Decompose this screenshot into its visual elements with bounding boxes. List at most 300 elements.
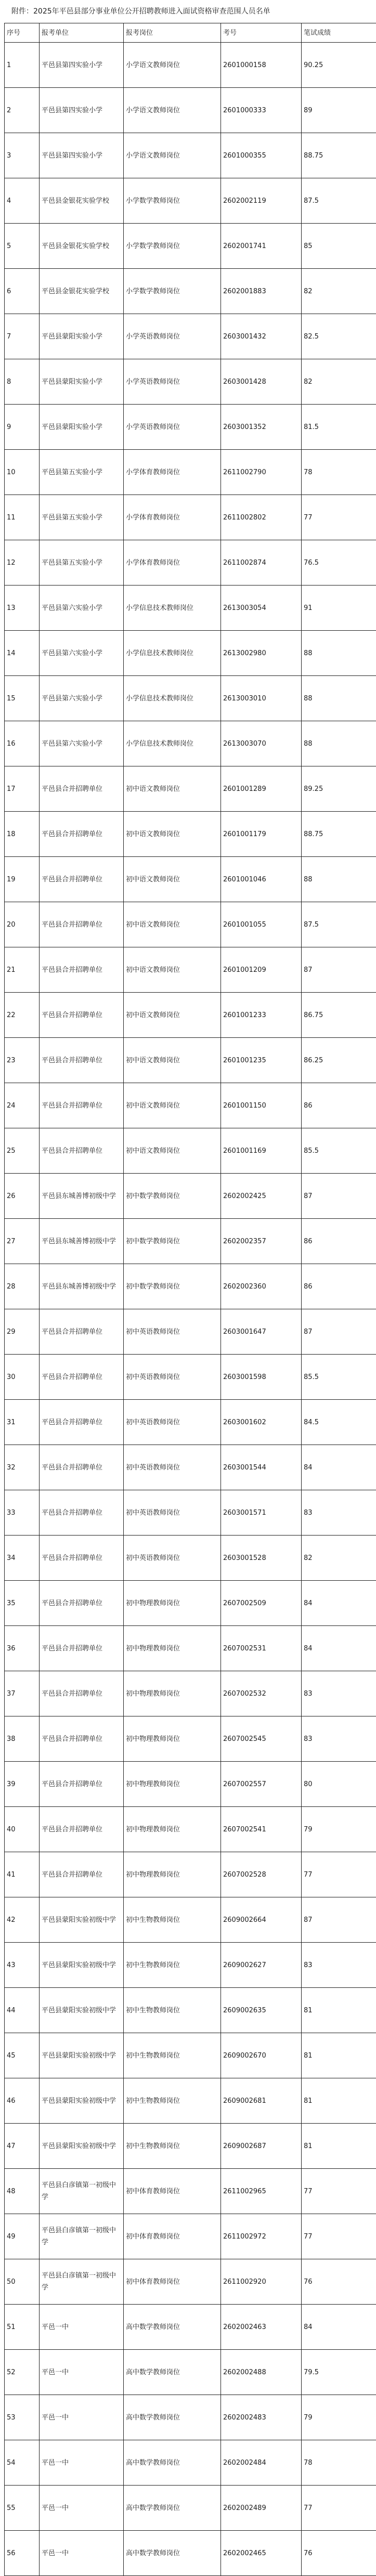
cell-score: 78	[302, 2440, 376, 2486]
cell-no: 15	[5, 676, 40, 721]
cell-score: 76	[302, 2259, 376, 2305]
cell-exam-no: 2601001235	[221, 1038, 302, 1083]
table-row	[5, 405, 376, 450]
cell-exam-no: 2603001352	[221, 405, 302, 450]
cell-exam-no: 2603001544	[221, 1445, 302, 1490]
table-row	[5, 1445, 376, 1490]
cell-score: 87	[302, 1897, 376, 1943]
table-row	[5, 2033, 376, 2078]
cell-score: 81	[302, 2078, 376, 2124]
table-row	[5, 1943, 376, 1988]
cell-exam-no: 2609002635	[221, 1988, 302, 2033]
cell-position: 初中物理教师岗位	[124, 1762, 221, 1807]
cell-no: 24	[5, 1083, 40, 1128]
cell-score: 80	[302, 1762, 376, 1807]
table-row	[5, 1581, 376, 1626]
cell-score: 85	[302, 224, 376, 269]
cell-position: 小学数学教师岗位	[124, 269, 221, 314]
cell-unit: 平邑县合并招聘单位	[40, 1626, 124, 1671]
cell-position: 初中语文教师岗位	[124, 993, 221, 1038]
cell-position: 初中语文教师岗位	[124, 1083, 221, 1128]
cell-score: 84	[302, 1626, 376, 1671]
cell-no: 47	[5, 2124, 40, 2169]
cell-exam-no: 2603001571	[221, 1490, 302, 1536]
cell-unit: 平邑县合并招聘单位	[40, 1490, 124, 1536]
cell-position: 小学信息技术教师岗位	[124, 721, 221, 766]
cell-unit: 平邑县合并招聘单位	[40, 1581, 124, 1626]
cell-position: 高中数学教师岗位	[124, 2531, 221, 2576]
cell-unit: 平邑县合并招聘单位	[40, 993, 124, 1038]
cell-unit: 平邑县合并招聘单位	[40, 1807, 124, 1852]
cell-score: 86.75	[302, 993, 376, 1038]
cell-unit: 平邑县合并招聘单位	[40, 1128, 124, 1174]
cell-unit: 平邑县白彦镇第一初级中学	[40, 2169, 124, 2214]
header-no: 序号	[5, 23, 40, 43]
table-row	[5, 1264, 376, 1309]
cell-position: 初中语文教师岗位	[124, 902, 221, 947]
cell-score: 81	[302, 1988, 376, 2033]
table-row	[5, 2350, 376, 2395]
cell-score: 87	[302, 947, 376, 993]
cell-position: 初中语文教师岗位	[124, 1128, 221, 1174]
table-row	[5, 1807, 376, 1852]
cell-no: 18	[5, 812, 40, 857]
cell-exam-no: 2609002627	[221, 1943, 302, 1988]
cell-position: 初中生物教师岗位	[124, 2124, 221, 2169]
table-row	[5, 1219, 376, 1264]
cell-exam-no: 2607002545	[221, 1716, 302, 1762]
cell-exam-no: 2601001046	[221, 857, 302, 902]
cell-unit: 平邑县第四实验小学	[40, 43, 124, 88]
page-title: 附件：2025年平邑县部分事业单位公开招聘教师进入面试资格审查范围人员名单	[0, 0, 376, 23]
cell-no: 16	[5, 721, 40, 766]
cell-no: 22	[5, 993, 40, 1038]
cell-position: 初中生物教师岗位	[124, 2033, 221, 2078]
cell-score: 82	[302, 359, 376, 405]
cell-position: 高中数学教师岗位	[124, 2440, 221, 2486]
cell-score: 84	[302, 1581, 376, 1626]
cell-score: 84.5	[302, 1400, 376, 1445]
cell-position: 初中物理教师岗位	[124, 1671, 221, 1716]
cell-position: 初中生物教师岗位	[124, 1897, 221, 1943]
table-row	[5, 133, 376, 178]
table-row	[5, 2078, 376, 2124]
cell-unit: 平邑县白彦镇第一初级中学	[40, 2259, 124, 2305]
table-row	[5, 676, 376, 721]
cell-unit: 平邑县东城善博初级中学	[40, 1174, 124, 1219]
cell-unit: 平邑县合并招聘单位	[40, 812, 124, 857]
cell-unit: 平邑一中	[40, 2440, 124, 2486]
cell-score: 77	[302, 1852, 376, 1897]
cell-position: 初中体育教师岗位	[124, 2214, 221, 2259]
cell-no: 40	[5, 1807, 40, 1852]
cell-unit: 平邑县蒙阳实验小学	[40, 359, 124, 405]
table-row	[5, 2259, 376, 2305]
cell-score: 88	[302, 857, 376, 902]
cell-exam-no: 2601000333	[221, 88, 302, 133]
cell-position: 初中生物教师岗位	[124, 1943, 221, 1988]
cell-unit: 平邑一中	[40, 2486, 124, 2531]
cell-exam-no: 2611002790	[221, 450, 302, 495]
cell-position: 高中数学教师岗位	[124, 2395, 221, 2440]
cell-position: 初中英语教师岗位	[124, 1400, 221, 1445]
table-row	[5, 2214, 376, 2259]
cell-no: 17	[5, 766, 40, 812]
table-row	[5, 2531, 376, 2576]
table-row	[5, 1897, 376, 1943]
cell-no: 53	[5, 2395, 40, 2440]
cell-unit: 平邑县合并招聘单位	[40, 1309, 124, 1355]
table-row	[5, 993, 376, 1038]
table-row	[5, 359, 376, 405]
cell-position: 初中英语教师岗位	[124, 1445, 221, 1490]
cell-no: 21	[5, 947, 40, 993]
cell-score: 77	[302, 2486, 376, 2531]
cell-no: 37	[5, 1671, 40, 1716]
cell-unit: 平邑县合并招聘单位	[40, 1355, 124, 1400]
cell-exam-no: 2602001883	[221, 269, 302, 314]
cell-exam-no: 2602002484	[221, 2440, 302, 2486]
table-row	[5, 2486, 376, 2531]
cell-no: 46	[5, 2078, 40, 2124]
cell-unit: 平邑一中	[40, 2350, 124, 2395]
cell-position: 初中物理教师岗位	[124, 1716, 221, 1762]
cell-exam-no: 2611002802	[221, 495, 302, 540]
cell-position: 初中生物教师岗位	[124, 1988, 221, 2033]
table-header-row	[5, 23, 376, 43]
cell-position: 小学信息技术教师岗位	[124, 676, 221, 721]
cell-exam-no: 2602001741	[221, 224, 302, 269]
cell-position: 初中体育教师岗位	[124, 2259, 221, 2305]
table-row	[5, 88, 376, 133]
cell-score: 81.5	[302, 405, 376, 450]
cell-position: 初中物理教师岗位	[124, 1852, 221, 1897]
cell-exam-no: 2602002488	[221, 2350, 302, 2395]
cell-score: 77	[302, 2214, 376, 2259]
cell-no: 6	[5, 269, 40, 314]
cell-position: 高中数学教师岗位	[124, 2486, 221, 2531]
cell-no: 48	[5, 2169, 40, 2214]
cell-score: 77	[302, 495, 376, 540]
cell-unit: 平邑县合并招聘单位	[40, 902, 124, 947]
cell-no: 45	[5, 2033, 40, 2078]
cell-unit: 平邑县合并招聘单位	[40, 857, 124, 902]
table-row	[5, 1355, 376, 1400]
cell-no: 51	[5, 2305, 40, 2350]
table-row	[5, 450, 376, 495]
cell-no: 52	[5, 2350, 40, 2395]
cell-score: 79	[302, 1807, 376, 1852]
cell-exam-no: 2613003010	[221, 676, 302, 721]
cell-score: 78	[302, 450, 376, 495]
cell-no: 25	[5, 1128, 40, 1174]
cell-exam-no: 2603001428	[221, 359, 302, 405]
cell-unit: 平邑县合并招聘单位	[40, 1400, 124, 1445]
cell-no: 50	[5, 2259, 40, 2305]
cell-exam-no: 2601001150	[221, 1083, 302, 1128]
cell-position: 初中数学教师岗位	[124, 1174, 221, 1219]
table-row	[5, 314, 376, 359]
candidate-table	[4, 23, 376, 2576]
table-row	[5, 1626, 376, 1671]
cell-unit: 平邑县合并招聘单位	[40, 1716, 124, 1762]
cell-exam-no: 2602002489	[221, 2486, 302, 2531]
cell-no: 38	[5, 1716, 40, 1762]
cell-position: 小学语文教师岗位	[124, 133, 221, 178]
table-row	[5, 2124, 376, 2169]
cell-score: 82.5	[302, 314, 376, 359]
cell-exam-no: 2601001169	[221, 1128, 302, 1174]
cell-no: 14	[5, 631, 40, 676]
table-row	[5, 495, 376, 540]
cell-position: 初中物理教师岗位	[124, 1581, 221, 1626]
cell-position: 小学数学教师岗位	[124, 224, 221, 269]
cell-position: 小学英语教师岗位	[124, 359, 221, 405]
cell-score: 89.25	[302, 766, 376, 812]
cell-unit: 平邑县第五实验小学	[40, 540, 124, 586]
table-row	[5, 586, 376, 631]
cell-score: 87.5	[302, 902, 376, 947]
cell-exam-no: 2613003070	[221, 721, 302, 766]
cell-no: 35	[5, 1581, 40, 1626]
table-row	[5, 2440, 376, 2486]
cell-unit: 平邑县蒙阳实验初级中学	[40, 2124, 124, 2169]
cell-exam-no: 2601001233	[221, 993, 302, 1038]
cell-unit: 平邑县第五实验小学	[40, 450, 124, 495]
cell-score: 89	[302, 88, 376, 133]
cell-score: 91	[302, 586, 376, 631]
cell-no: 28	[5, 1264, 40, 1309]
table-row	[5, 1174, 376, 1219]
cell-unit: 平邑县合并招聘单位	[40, 1852, 124, 1897]
cell-no: 9	[5, 405, 40, 450]
table-row	[5, 43, 376, 88]
cell-unit: 平邑县蒙阳实验小学	[40, 314, 124, 359]
cell-no: 12	[5, 540, 40, 586]
cell-unit: 平邑县第六实验小学	[40, 631, 124, 676]
cell-score: 84	[302, 1445, 376, 1490]
cell-no: 23	[5, 1038, 40, 1083]
cell-position: 初中英语教师岗位	[124, 1490, 221, 1536]
cell-position: 小学数学教师岗位	[124, 178, 221, 224]
cell-position: 小学语文教师岗位	[124, 43, 221, 88]
cell-position: 初中英语教师岗位	[124, 1536, 221, 1581]
cell-no: 20	[5, 902, 40, 947]
cell-unit: 平邑县合并招聘单位	[40, 947, 124, 993]
cell-exam-no: 2603001432	[221, 314, 302, 359]
table-row	[5, 1490, 376, 1536]
cell-no: 11	[5, 495, 40, 540]
cell-no: 31	[5, 1400, 40, 1445]
cell-position: 初中语文教师岗位	[124, 947, 221, 993]
cell-score: 79	[302, 2395, 376, 2440]
cell-exam-no: 2609002670	[221, 2033, 302, 2078]
cell-unit: 平邑县白彦镇第一初级中学	[40, 2214, 124, 2259]
cell-no: 33	[5, 1490, 40, 1536]
cell-unit: 平邑县合并招聘单位	[40, 1083, 124, 1128]
table-row	[5, 1400, 376, 1445]
table-row	[5, 1038, 376, 1083]
cell-no: 43	[5, 1943, 40, 1988]
cell-score: 85.5	[302, 1355, 376, 1400]
cell-no: 4	[5, 178, 40, 224]
cell-exam-no: 2611002874	[221, 540, 302, 586]
table-row	[5, 857, 376, 902]
header-exam-no: 考号	[221, 23, 302, 43]
table-row	[5, 1083, 376, 1128]
cell-position: 初中英语教师岗位	[124, 1309, 221, 1355]
cell-position: 高中数学教师岗位	[124, 2350, 221, 2395]
cell-unit: 平邑一中	[40, 2531, 124, 2576]
cell-no: 8	[5, 359, 40, 405]
table-row	[5, 2169, 376, 2214]
cell-no: 2	[5, 88, 40, 133]
cell-unit: 平邑县蒙阳实验初级中学	[40, 2033, 124, 2078]
cell-exam-no: 2613003054	[221, 586, 302, 631]
cell-unit: 平邑县金银花实验学校	[40, 269, 124, 314]
cell-no: 49	[5, 2214, 40, 2259]
table-row	[5, 631, 376, 676]
cell-score: 85.5	[302, 1128, 376, 1174]
table-row	[5, 1988, 376, 2033]
cell-score: 82	[302, 269, 376, 314]
cell-exam-no: 2607002509	[221, 1581, 302, 1626]
cell-unit: 平邑县合并招聘单位	[40, 1038, 124, 1083]
cell-no: 54	[5, 2440, 40, 2486]
cell-score: 83	[302, 1671, 376, 1716]
cell-exam-no: 2609002687	[221, 2124, 302, 2169]
cell-score: 86	[302, 1083, 376, 1128]
cell-exam-no: 2613002980	[221, 631, 302, 676]
cell-score: 88	[302, 721, 376, 766]
cell-unit: 平邑县金银花实验学校	[40, 178, 124, 224]
cell-no: 3	[5, 133, 40, 178]
header-score: 笔试成绩	[302, 23, 376, 43]
table-row	[5, 766, 376, 812]
cell-position: 高中数学教师岗位	[124, 2305, 221, 2350]
cell-score: 82	[302, 1536, 376, 1581]
cell-no: 13	[5, 586, 40, 631]
cell-exam-no: 2603001647	[221, 1309, 302, 1355]
table-row	[5, 540, 376, 586]
cell-exam-no: 2603001602	[221, 1400, 302, 1445]
cell-unit: 平邑县蒙阳实验小学	[40, 405, 124, 450]
cell-exam-no: 2609002681	[221, 2078, 302, 2124]
cell-unit: 平邑县蒙阳实验初级中学	[40, 2078, 124, 2124]
table-row	[5, 947, 376, 993]
cell-score: 83	[302, 1716, 376, 1762]
cell-exam-no: 2602002357	[221, 1219, 302, 1264]
cell-score: 77	[302, 2169, 376, 2214]
cell-position: 小学信息技术教师岗位	[124, 586, 221, 631]
cell-exam-no: 2603001598	[221, 1355, 302, 1400]
cell-no: 26	[5, 1174, 40, 1219]
cell-score: 88	[302, 676, 376, 721]
cell-position: 初中语文教师岗位	[124, 1038, 221, 1083]
cell-position: 初中语文教师岗位	[124, 812, 221, 857]
cell-exam-no: 2602002463	[221, 2305, 302, 2350]
cell-position: 初中数学教师岗位	[124, 1264, 221, 1309]
cell-score: 86	[302, 1219, 376, 1264]
cell-unit: 平邑一中	[40, 2395, 124, 2440]
cell-no: 1	[5, 43, 40, 88]
table-row	[5, 269, 376, 314]
table-row	[5, 1128, 376, 1174]
table-row	[5, 1716, 376, 1762]
cell-exam-no: 2607002531	[221, 1626, 302, 1671]
header-position: 报考岗位	[124, 23, 221, 43]
cell-exam-no: 2602002465	[221, 2531, 302, 2576]
header-unit: 报考单位	[40, 23, 124, 43]
cell-position: 初中体育教师岗位	[124, 2169, 221, 2214]
cell-no: 42	[5, 1897, 40, 1943]
cell-unit: 平邑县东城善博初级中学	[40, 1219, 124, 1264]
cell-position: 初中物理教师岗位	[124, 1626, 221, 1671]
cell-exam-no: 2601000158	[221, 43, 302, 88]
table-row	[5, 902, 376, 947]
table-row	[5, 1309, 376, 1355]
cell-no: 56	[5, 2531, 40, 2576]
cell-exam-no: 2611002920	[221, 2259, 302, 2305]
cell-score: 88.75	[302, 133, 376, 178]
cell-unit: 平邑县第六实验小学	[40, 586, 124, 631]
cell-exam-no: 2602002483	[221, 2395, 302, 2440]
cell-unit: 平邑县东城善博初级中学	[40, 1264, 124, 1309]
cell-unit: 平邑县合并招聘单位	[40, 766, 124, 812]
cell-score: 88.75	[302, 812, 376, 857]
cell-no: 19	[5, 857, 40, 902]
cell-exam-no: 2609002664	[221, 1897, 302, 1943]
cell-no: 41	[5, 1852, 40, 1897]
candidate-table-body	[5, 23, 376, 2576]
table-row	[5, 224, 376, 269]
cell-unit: 平邑县第四实验小学	[40, 88, 124, 133]
cell-score: 86.25	[302, 1038, 376, 1083]
cell-score: 87	[302, 1174, 376, 1219]
cell-exam-no: 2601000355	[221, 133, 302, 178]
cell-unit: 平邑县合并招聘单位	[40, 1671, 124, 1716]
cell-unit: 平邑县合并招聘单位	[40, 1445, 124, 1490]
cell-score: 87.5	[302, 178, 376, 224]
cell-position: 小学体育教师岗位	[124, 450, 221, 495]
cell-unit: 平邑一中	[40, 2305, 124, 2350]
cell-exam-no: 2601001055	[221, 902, 302, 947]
cell-position: 初中语文教师岗位	[124, 766, 221, 812]
cell-exam-no: 2607002532	[221, 1671, 302, 1716]
cell-score: 83	[302, 1943, 376, 1988]
cell-no: 36	[5, 1626, 40, 1671]
cell-no: 34	[5, 1536, 40, 1581]
cell-score: 84	[302, 2305, 376, 2350]
cell-unit: 平邑县第六实验小学	[40, 721, 124, 766]
cell-no: 55	[5, 2486, 40, 2531]
cell-position: 小学体育教师岗位	[124, 540, 221, 586]
cell-exam-no: 2601001179	[221, 812, 302, 857]
cell-score: 83	[302, 1490, 376, 1536]
cell-score: 81	[302, 2124, 376, 2169]
cell-no: 5	[5, 224, 40, 269]
table-row	[5, 2305, 376, 2350]
cell-unit: 平邑县合并招聘单位	[40, 1536, 124, 1581]
cell-score: 76	[302, 2531, 376, 2576]
cell-position: 初中数学教师岗位	[124, 1219, 221, 1264]
cell-no: 39	[5, 1762, 40, 1807]
cell-position: 小学语文教师岗位	[124, 88, 221, 133]
cell-position: 初中物理教师岗位	[124, 1807, 221, 1852]
table-row	[5, 1671, 376, 1716]
cell-no: 29	[5, 1309, 40, 1355]
cell-position: 小学英语教师岗位	[124, 405, 221, 450]
